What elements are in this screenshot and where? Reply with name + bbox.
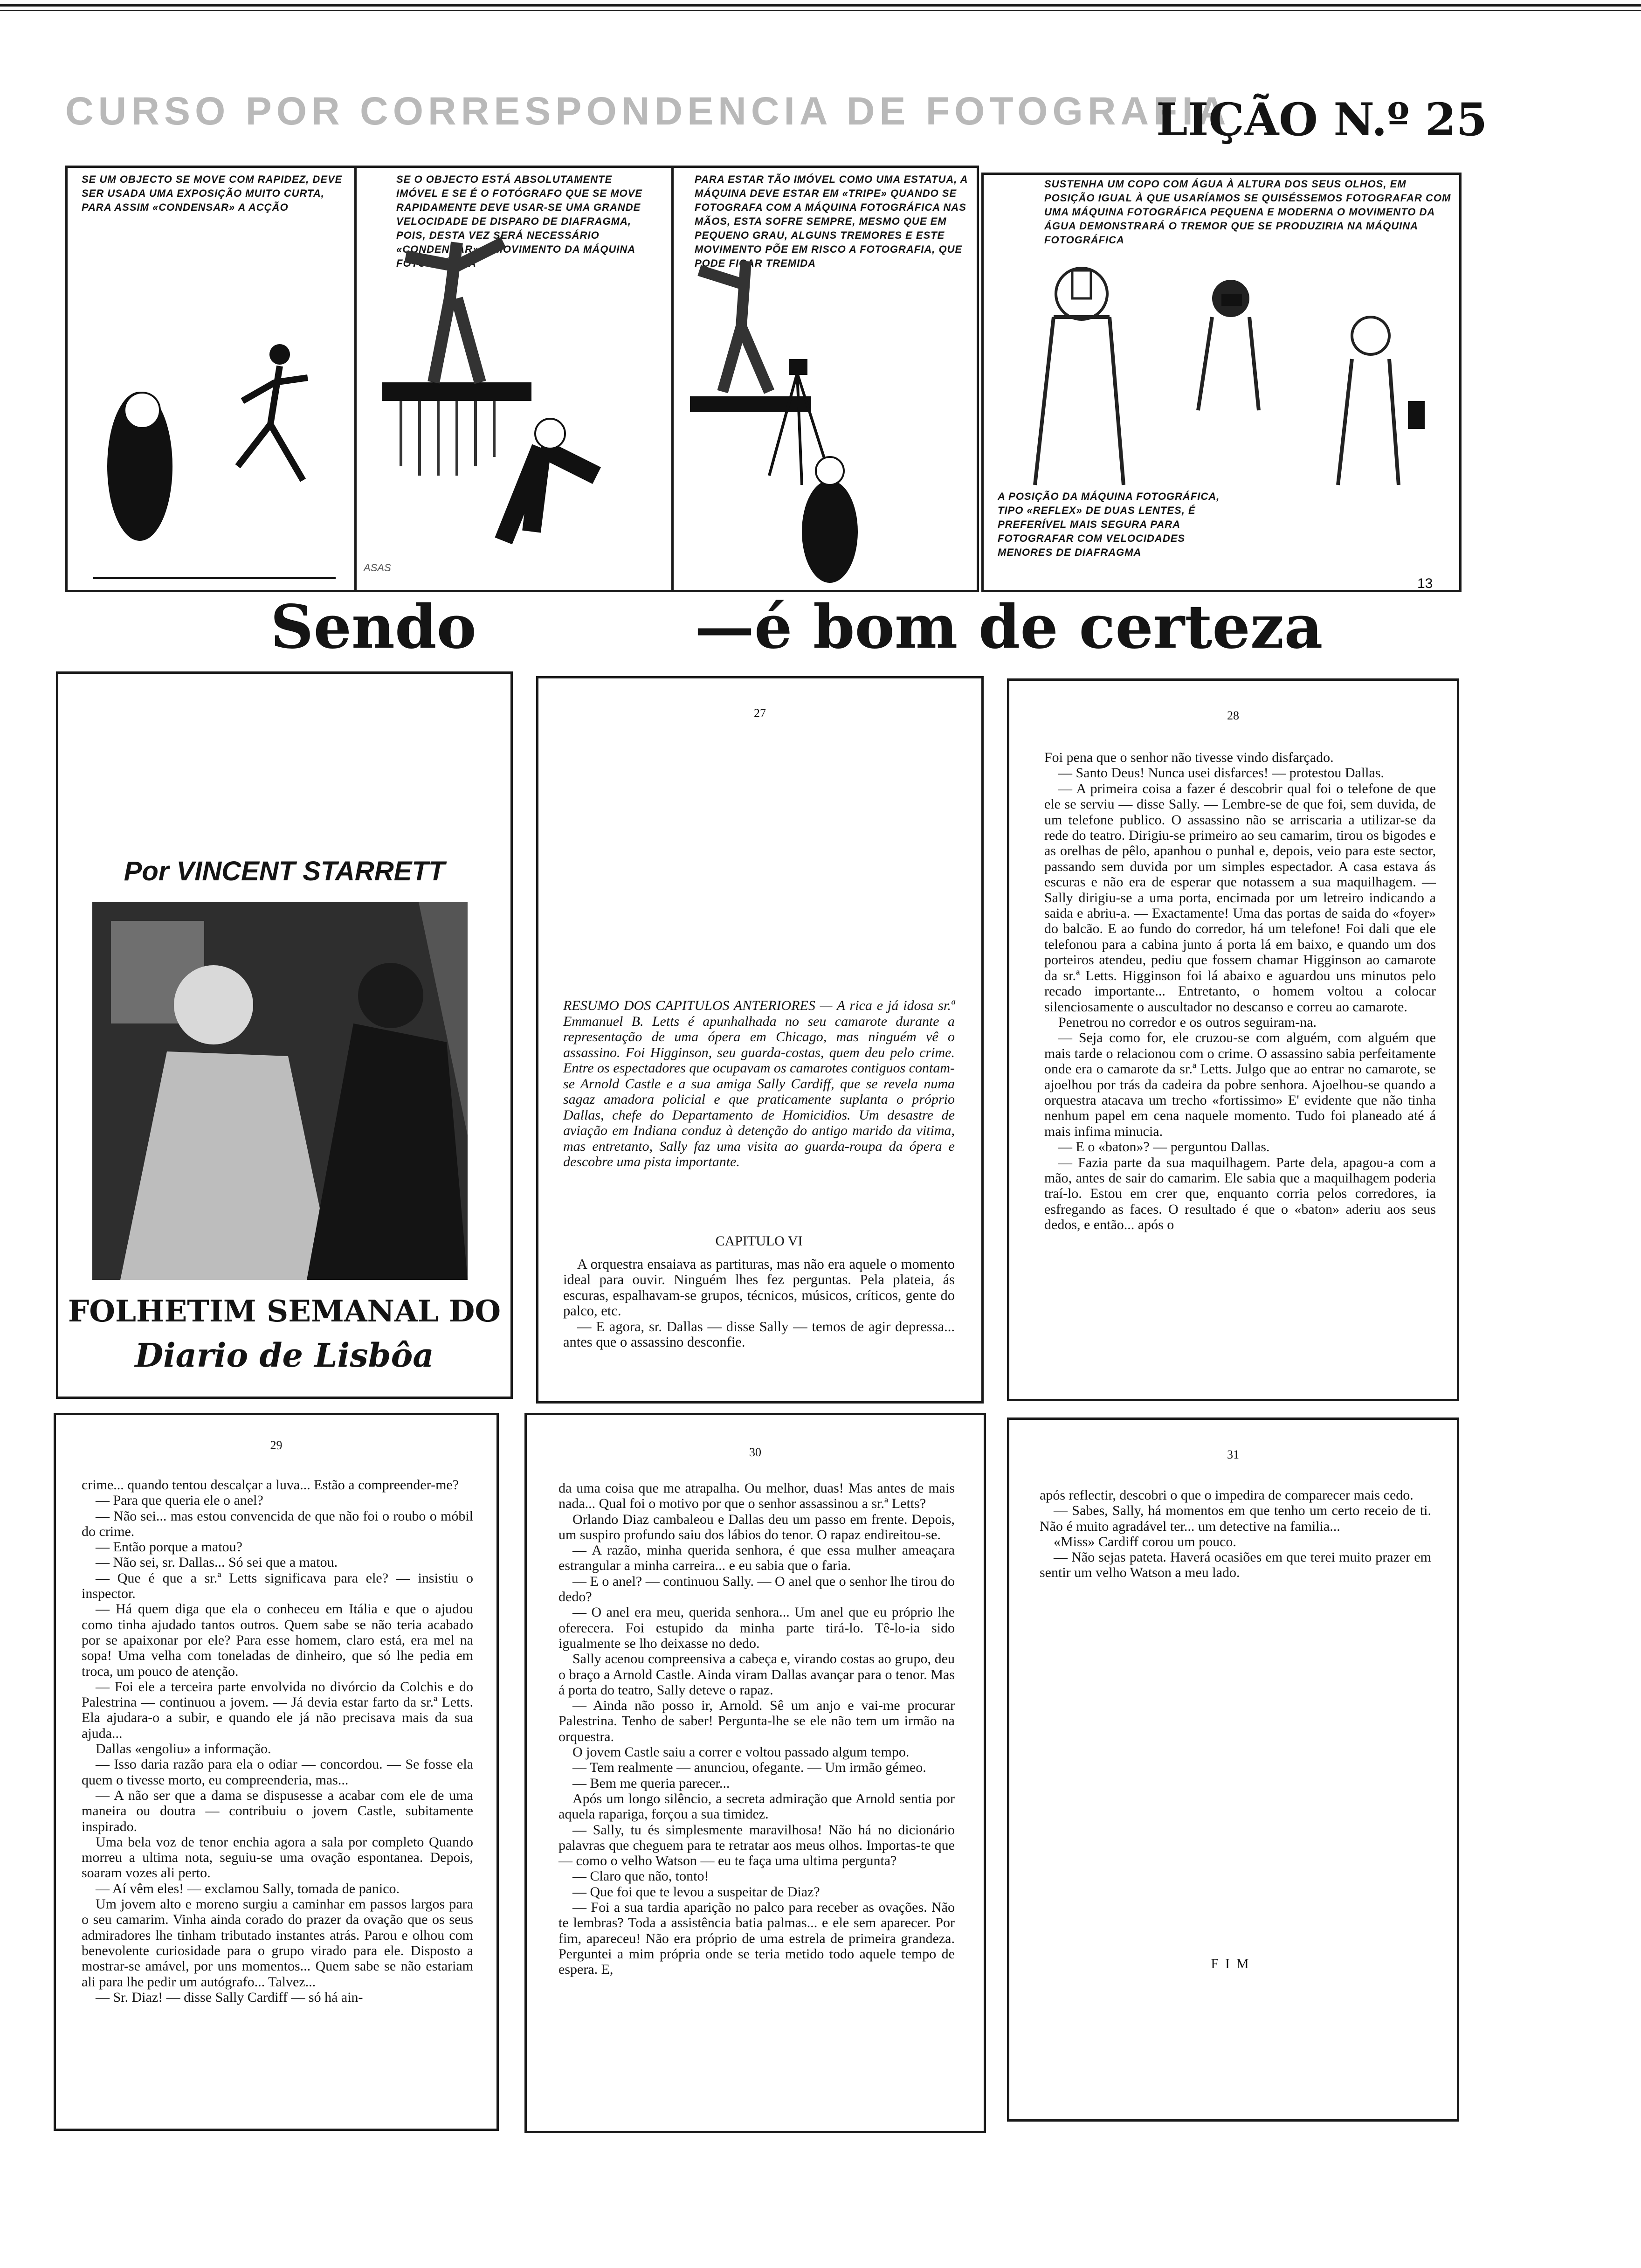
paragraph: — E o anel? — continuou Sally. — O anel que o senhor lhe tirou do dedo?: [558, 1573, 955, 1605]
paragraph: Penetrou no corredor e os outros seguiram-na.: [1058, 1014, 1317, 1030]
photographer-figure: [802, 480, 858, 583]
cover-illustration: [92, 902, 468, 1280]
paragraph: Um jovem alto e moreno surgiu a caminhar em passos largos para o seu camarim. Vinha ainda corado do prazer da ovação que os seus admiradores lhe tinham tributado instantes atrás. Parou e olhou com benevolente curiosidade para o grupo virado para ele. Disposto a mostrar-se amável, por uns momentos... Quem sabe se não estariam ali para lhe pedir um autógrafo... Talvez...: [82, 1896, 473, 1990]
panel-3-caption: PARA ESTAR TÃO IMÓVEL COMO UMA ESTATUA, A MÁQUINA DEVE ESTAR EM «TRIPE» QUANDO SE FOTOGRAFA COM A MÁQUINA FOTOGRÁFICA NAS MÃOS, ESTA SOFRE SEMPRE, MESMO QUE EM PEQUENO GRAU, ALGUNS TREMORES E ESTE MOVIMENTO PÕE EM RISCO A FOTOGRAFIA, QUE PODE FICAR TREMIDA: [695, 173, 968, 269]
paragraph: — Seja como for, ele cruzou-se com alguém, com alguém que mais tarde o relacionou com o crime. O assassino sabia perfeitamente onde era o camarote da sr.ª Letts. Julgo que ao entrar no camarote, se ajoelhou por trás da cadeira da pobre senhora. Ajoelhou-se quando a orquestra atacava um trecho «fortissimo» E' evidente que não tinha nenhum papel em cena naquele momento. Tudo foi planeado até á mais infima minucia.: [1044, 1030, 1436, 1139]
paragraph: Dallas «engoliu» a informação.: [96, 1741, 271, 1757]
page-number: 27: [754, 706, 766, 720]
page-31-text: [1040, 1487, 1431, 1581]
faded-course-title: CURSO POR CORRESPONDENCIA DE FOTOGRAFIA: [65, 89, 1231, 133]
top-rule: [0, 4, 1641, 7]
panel-4-bottom-caption: A POSIÇÃO DA MÁQUINA FOTOGRÁFICA, TIPO «REFLEX» DE DUAS LENTES, É PREFERÍVEL MAIS SEGURA PARA FOTOGRAFAR COM VELOCIDADES MENORES DE DIAFRAGMA: [998, 491, 1220, 558]
paragraph: — Ainda não posso ir, Arnold. Sê um anjo e vai-me procurar Palestrina. Tenho de saber! Pergunta-lhe se ele não tem um irmão na orquestra.: [558, 1698, 955, 1744]
page-number: 30: [749, 1445, 761, 1459]
paragraph: — Que foi que te levou a suspeitar de Diaz?: [572, 1884, 820, 1900]
paragraph: — Que é que a sr.ª Letts significava para ele? — insistiu o inspector.: [82, 1570, 473, 1602]
paragraph: Sally acenou compreensiva a cabeça e, virando costas ao grupo, deu o braço a Arnold Castle. Ainda viram Dallas avançar para o tenor. Mas á porta do teatro, Sally deteve o rapaz.: [558, 1651, 955, 1698]
paragraph: Após um longo silêncio, a secreta admiração que Arnold sentia por aquela rapariga, forçou a sua timidez.: [558, 1791, 955, 1822]
man-with-reflex: [1338, 359, 1399, 485]
panel-3-illustration: [681, 242, 876, 588]
paragraph: — A razão, minha querida senhora, é que essa mulher ameaçara estrangular a minha carreira... e eu sabia que o faria.: [558, 1542, 955, 1574]
paragraph: — Não sei, sr. Dallas... Só sei que a matou.: [96, 1555, 338, 1570]
tripod-camera: [789, 359, 807, 375]
paragraph: «Miss» Cardiff corou um pouco.: [1054, 1534, 1236, 1549]
runner-head: [269, 344, 290, 365]
panel-4-top-caption: SUSTENHA UM COPO COM ÁGUA À ALTURA DOS SEUS OLHOS, EM POSIÇÃO IGUAL À QUE USARÍAMOS SE QUISÉSSEMOS FOTOGRAFAR COM UMA MÁQUINA FOTOGRÁFICA PEQUENA E MODERNA O MOVIMENTO DA ÁGUA DEMONSTRARÁ O TREMOR QUE SE PRODUZIRIA NA MÁQUINA FOTOGRÁFICA: [1044, 178, 1451, 246]
reflex-camera: [1408, 401, 1425, 429]
woman-with-camera: [1198, 317, 1259, 410]
paragraph: — Bem me queria parecer...: [572, 1775, 730, 1791]
top-rule-thin: [0, 10, 1641, 11]
panel-divider: [354, 166, 357, 592]
pedestal-shadow: [401, 401, 494, 476]
paragraph: — Isso daria razão para ela o odiar — concordou. — Se fosse ela quem o tivesse morto, eu compreenderia, mas...: [82, 1756, 473, 1788]
paragraph: Uma bela voz de tenor enchia agora a sala por completo Quando morreu a ultima nota, seguiu-se uma ovação espontanea. Depois, soaram vozes ali perto.: [82, 1834, 473, 1881]
paragraph: A orquestra ensaiava as partituras, mas não era aquele o momento ideal para ouvir. Ninguém lhes fez perguntas. Pela plateia, ás escuras, espalhavam-se grupos, técnicos, músicos, críticos, gente do palco, etc.: [563, 1256, 955, 1319]
page-number: 28: [1227, 709, 1239, 722]
panel-2-caption: SE O OBJECTO ESTÁ ABSOLUTAMENTE IMÓVEL E SE É O FOTÓGRAFO QUE SE MOVE RAPIDAMENTE DEVE USAR-SE UMA GRANDE VELOCIDADE DE DISPARO DE DIAFRAGMA, POIS, DESTA VEZ SERÁ NECESSÁRIO «CONDENSAR» O MOVIMENTO DA MÁQUINA FOTOGRÁFICA: [396, 173, 642, 269]
paragraph: — Foi ele a terceira parte envolvida no divórcio da Colchis e do Palestrina — continuou a jovem. — Já devia estar farto da sr.ª Letts. Ela ajudara-o a subir, e quando ele já não precisava mais da sua ajuda...: [82, 1679, 473, 1741]
paragraph: — Tem realmente — anunciou, ofegante. — Um irmão gémeo.: [572, 1760, 926, 1776]
page-28-text: [1044, 750, 1436, 1233]
panel-2-illustration: [364, 214, 662, 588]
lesson-number: LIÇÃO N.º 25: [1156, 93, 1488, 146]
paragraph: — Santo Deus! Nunca usei disfarces! — protestou Dallas.: [1058, 765, 1384, 781]
paragraph: — A primeira coisa a fazer é descobrir qual foi o telefone de que ele se serviu — disse Sally. — Lembre-se de que foi, sem duvida, de um telefone publico. O assassino não se arriscaria a utilizar-se da rede do teatro. Dirigiu-se primeiro ao seu camarim, tirou os bigodes e as orelhas de pêlo, apanhou o punhal e, depois, veio para este sector, passando sem duvida por um simples espectador. A casa estava ás escuras e não era de esperar que notassem a sua maquilhagem. — Sally dirigiu-se a uma porta, encimada por um letreiro indicando a saida e abriu-a. — Exactamente! Uma das portas de saida do «foyer» do balcão. E ao fundo do corredor, há um telefone! Foi dali que ele telefonou para a cabina junto á porta lá em baixo, e quando um dos porteiros atendeu, pediu que fossem chamar Higginson ao camarote da sr.ª Letts. Higginson foi lá abaixo e aguardou uns minutos pelo recado importante... Entretanto, o homem voltou a colocar silenciosamente o auscultador no descanso e correu ao camarote.: [1044, 781, 1436, 1015]
chapter-title: CAPITULO VI: [715, 1233, 803, 1249]
photographer-head: [816, 457, 844, 485]
serial-label: FOLHETIM SEMANAL DO: [68, 1294, 501, 1329]
paragraph: — Foi a sua tardia aparição no palco para receber as ovações. Não te lembras? Toda a assistência batia palmas... e ele sem aparecer. Por fim, apareceu! Não era próprio de uma estrela de primeira grandeza. Perguntei a mim própria onde se teria metido todo aquele tempo de espera. E,: [558, 1900, 955, 1978]
runner-body: [238, 366, 308, 480]
water-glass: [1072, 270, 1091, 298]
paragraph: — Sally, tu és simplesmente maravilhosa! Não há no dicionário palavras que cheguem para te retratar aos meus olhos. Importas-te que — como o velho Watson — eu te faça uma ultima pergunta?: [558, 1822, 955, 1869]
paragraph: crime... quando tentou descalçar a luva... Estão a compreender-me?: [82, 1477, 459, 1493]
paragraph: — O anel era meu, querida senhora... Um anel que eu próprio lhe oferecera. Foi estupido da minha parte tirá-lo. Tê-lo-ia sido igualmente se lho deixasse no dedo.: [558, 1604, 955, 1651]
panel-4-illustration: [998, 261, 1445, 494]
paragraph: Orlando Diaz cambaleou e Dallas deu um passo em frente. Depois, um suspiro profundo saiu dos lábios do tenor. O rapaz endireitou-se.: [558, 1511, 955, 1542]
moving-photographer-head: [535, 419, 565, 449]
paragraph: — Para que queria ele o anel?: [96, 1493, 263, 1508]
statue-figure: [406, 242, 503, 382]
statue-pedestal: [690, 396, 811, 412]
paragraph: Foi pena que o senhor não tivesse vindo disfarçado.: [1044, 750, 1334, 765]
paragraph: — Há quem diga que ela o conheceu em Itália e que o ajudou como tinha ajudado tantos outros. Quem sabe se não teria acabado por se apaixonar por ele? Para esse homem, claro está, era mel na sopa! Uma velha com toneladas de dinheiro, que só lhe pedia em troca, um pouco de atenção.: [82, 1601, 473, 1679]
man-with-glass: [1035, 317, 1124, 485]
panel-1-illustration: [84, 326, 345, 588]
man-head: [174, 965, 253, 1044]
paragraph: — Aí vêm eles! — exclamou Sally, tomada de panico.: [96, 1881, 400, 1896]
man-head-2: [1352, 317, 1389, 354]
paragraph: — Sr. Diaz! — disse Sally Cardiff — só há ain-: [96, 1989, 363, 2005]
paragraph: — Então porque a matou?: [96, 1539, 242, 1555]
paragraph: O jovem Castle saiu a correr e voltou passado algum tempo.: [572, 1744, 910, 1760]
photographer-head: [124, 393, 160, 428]
woman-head: [358, 963, 423, 1028]
page-29-text: [82, 1477, 473, 2005]
paragraph: — A não ser que a dama se dispusesse a acabar com ele de uma maneira ou doutra — contribuiu o jovem Castle, subitamente inspirado.: [82, 1787, 473, 1834]
chapter-summary: RESUMO DOS CAPITULOS ANTERIORES — A rica e já idosa sr.ª Emmanuel B. Letts é apunhalhada no seu camarote durante a representação de uma ópera em Chicago, mas ninguém vê o assassino. Foi Higginson, seu guarda-costas, quem deu pelo crime. Entre os espectadores que ocupavam os camarotes contiguos contam-se Arnold Castle e a sua amiga Sally Cardiff, que se revela numa sagaz amadora policial e que praticamente suplanta o próprio Dallas, chefe do Departamento de Homicidios. Um desastre de aviação em Indiana conduz à detenção do antigo marido da vitima, mas entretanto, Sally faz uma visita ao guarda-roupa da ópera e descobre uma pista importante.: [563, 998, 955, 1169]
paragraph: da uma coisa que me atrapalha. Ou melhor, duas! Mas antes de mais nada... Qual foi o motivo por que o senhor assassinou a sr.ª Letts?: [558, 1480, 955, 1512]
page-number: 29: [270, 1438, 283, 1452]
panel-number: 13: [1417, 576, 1433, 591]
page-30-text: [558, 1480, 955, 1978]
newspaper-name: Diario de Lisbôa: [135, 1336, 434, 1375]
chapter-text: [563, 1257, 955, 1350]
statue-figure: [699, 261, 769, 392]
page-number: 31: [1227, 1448, 1239, 1461]
paragraph: — Claro que não, tonto!: [572, 1868, 709, 1884]
author-byline: Por VINCENT STARRETT: [124, 856, 445, 886]
paragraph: — E agora, sr. Dallas — disse Sally — temos de agir depressa... antes que o assassino desconfie.: [563, 1318, 955, 1350]
headline-left: Sendo: [270, 592, 476, 662]
moving-photographer: [503, 448, 597, 541]
artist-signature: ASAS: [364, 562, 391, 574]
paragraph: após reflectir, descobri o que o impedira de comparecer mais cedo.: [1040, 1487, 1413, 1503]
panel-divider: [671, 166, 674, 592]
statue-pedestal: [382, 382, 531, 401]
paragraph: — Sabes, Sally, há momentos em que tenho um certo receio de ti. Não é muito agradável ter... um detective na familia...: [1040, 1503, 1431, 1534]
end-mark: FIM: [1211, 1956, 1255, 1971]
paragraph: — Não sei... mas estou convencida de que não foi o roubo o móbil do crime.: [82, 1508, 473, 1539]
paragraph: — E o «baton»? — perguntou Dallas.: [1058, 1139, 1270, 1155]
paragraph: — Não sejas pateta. Haverá ocasiões em que terei muito prazer em sentir um velho Watson a meu lado.: [1040, 1549, 1431, 1581]
headline-right: —é bom de certeza: [695, 592, 1323, 662]
small-camera: [1221, 294, 1242, 306]
panel-1-caption: SE UM OBJECTO SE MOVE COM RAPIDEZ, DEVE SER USADA UMA EXPOSIÇÃO MUITO CURTA, PARA ASSIM «CONDENSAR» A ACÇÃO: [82, 173, 343, 213]
paragraph: — Fazia parte da sua maquilhagem. Parte dela, apagou-a com a mão, antes de sair do camarim. Ele sabia que a maquilhagem poderia traí-lo. Estou em crer que, enquanto corria pelos corredores, ia esfregando as faces. O resultado é que o «baton» aderiu aos seus dedos, e então... após o: [1044, 1155, 1436, 1233]
